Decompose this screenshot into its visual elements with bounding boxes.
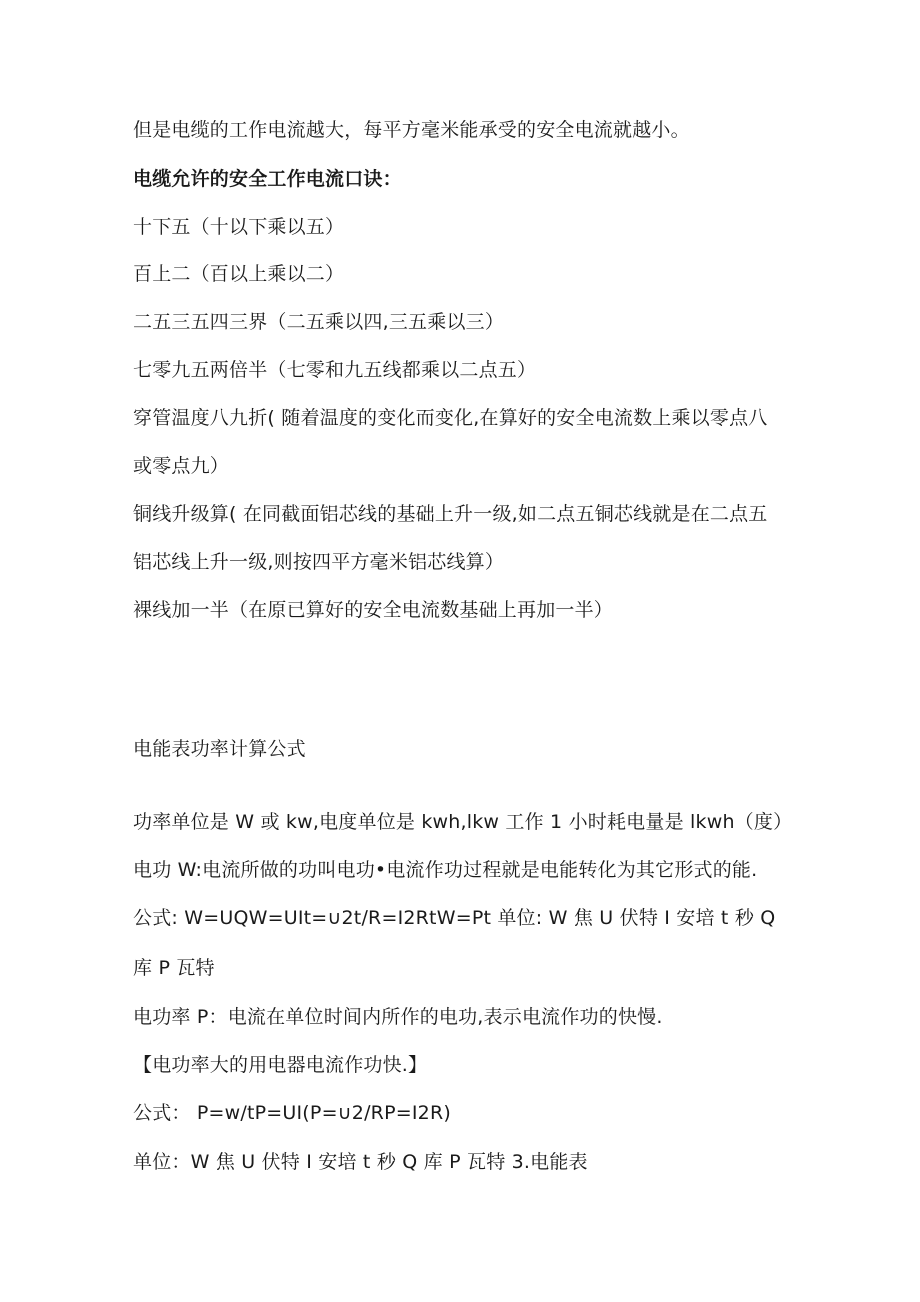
- units-line: 单位：W 焦 U 伏特 I 安培 t 秒 Q 库 P 瓦特 3.电能表: [133, 1151, 588, 1173]
- paragraph: 电功 W:电流所做的功叫电功•电流作功过程就是电能转化为其它形式的能.: [133, 859, 758, 881]
- rule-line: 百上二（百以上乘以二）: [133, 263, 345, 285]
- paragraph: 【电功率大的用电器电流作功快.】: [133, 1054, 428, 1076]
- section-title: 电能表功率计算公式: [133, 738, 306, 760]
- rule-line-continued: 铝芯线上升一级,则按四平方毫米铝芯线算）: [133, 551, 505, 573]
- paragraph: 功率单位是 W 或 kw,电度单位是 kwh,lkw 工作 1 小时耗电量是 lkwh（度）: [133, 811, 793, 833]
- rule-line-continued: 或零点九）: [133, 455, 230, 477]
- rule-line: 二五三五四三界（二五乘以四,三五乘以三）: [133, 311, 505, 333]
- formula-line: 公式: W=UQW=UIt=∪2t∕R=I2RtW=Pt 单位: W 焦 U 伏特 I 安培 t 秒 Q: [133, 907, 776, 929]
- rule-line: 七零九五两倍半（七零和九五线都乘以二点五）: [133, 359, 537, 381]
- rule-line: 裸线加一半（在原已算好的安全电流数基础上再加一半）: [133, 599, 614, 621]
- intro-text: 但是电缆的工作电流越大，每平方毫米能承受的安全电流就越小。: [133, 119, 690, 141]
- rule-line: 穿管温度八九折( 随着温度的变化而变化,在算好的安全电流数上乘以零点八: [133, 407, 768, 429]
- rule-line: 十下五（十以下乘以五）: [133, 216, 345, 238]
- safe-current-heading: 电缆允许的安全工作电流口诀：: [133, 168, 402, 190]
- formula-line: 公式： P=w/tP=UI(P=∪2∕RP=I2R): [133, 1102, 451, 1124]
- paragraph: 电功率 P：电流在单位时间内所作的电功,表示电流作功的快慢.: [133, 1006, 663, 1028]
- rule-line: 铜线升级算( 在同截面铝芯线的基础上升一级,如二点五铜芯线就是在二点五: [133, 503, 768, 525]
- formula-line-continued: 库 P 瓦特: [133, 957, 215, 979]
